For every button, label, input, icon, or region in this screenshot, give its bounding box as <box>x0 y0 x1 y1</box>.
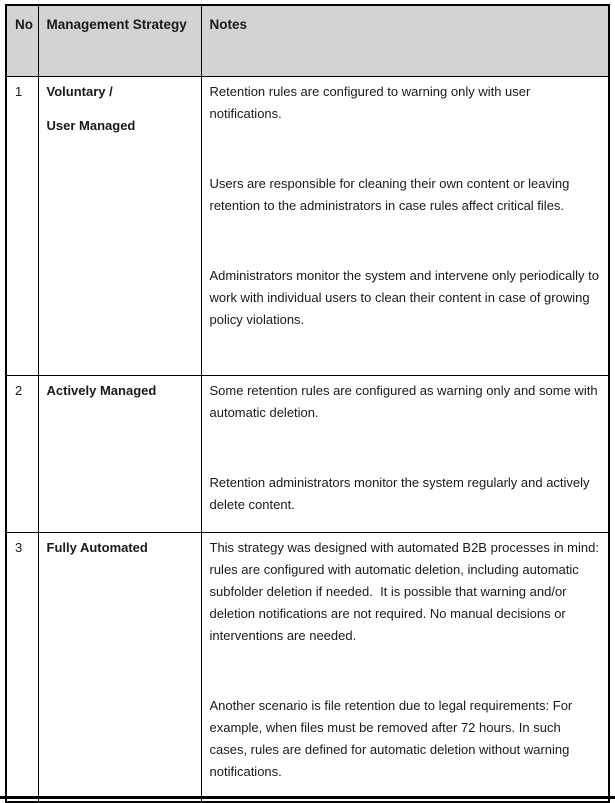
strategy-cell <box>38 533 201 803</box>
row-number: 3 <box>6 533 38 803</box>
table-row <box>6 376 609 533</box>
strategy-line: Fully Automated <box>46 540 148 555</box>
page-bottom-rule <box>0 796 615 799</box>
note-paragraph: Administrators monitor the system and intervene only periodically to work with individual users to clean their content in case of growing policy violations. <box>209 268 603 327</box>
table-row <box>6 533 609 803</box>
note-paragraph: Retention administrators monitor the system regularly and actively delete content. <box>209 475 594 512</box>
column-header-notes: Notes <box>201 5 609 77</box>
strategy-cell <box>38 376 201 533</box>
strategy-cell <box>38 77 201 376</box>
note-paragraph: Another scenario is file retention due to legal requirements: For example, when files must be removed after 72 hours. In such cases, rules are defined for automatic deletion without warning notifications. <box>209 698 576 779</box>
table-row <box>6 77 609 376</box>
strategy-line: User Managed <box>46 118 136 133</box>
strategy-line: Voluntary / <box>46 84 113 99</box>
row-number: 1 <box>6 77 38 376</box>
column-header-management-strategy: Management Strategy <box>38 5 201 77</box>
notes-cell <box>201 376 609 533</box>
note-paragraph: Users are responsible for cleaning their own content or leaving retention to the administrators in case rules affect critical files. <box>209 176 573 213</box>
management-strategy-table <box>5 4 610 803</box>
table-header-row <box>6 5 609 77</box>
row-number: 2 <box>6 376 38 533</box>
notes-cell <box>201 533 609 803</box>
note-paragraph: Retention rules are configured to warning only with user notifications. <box>209 84 534 121</box>
note-paragraph: This strategy was designed with automated B2B processes in mind: rules are configured with automatic deletion, including automatic subfolder deletion if needed. It is possible that warning and/or deletion notifications are not required. No manual decisions or interventions are needed. <box>209 540 603 643</box>
note-paragraph: Some retention rules are configured as warning only and some with automatic deletion. <box>209 383 602 420</box>
strategy-line: Actively Managed <box>46 383 157 398</box>
notes-cell <box>201 77 609 376</box>
column-header-no: No <box>6 5 38 77</box>
